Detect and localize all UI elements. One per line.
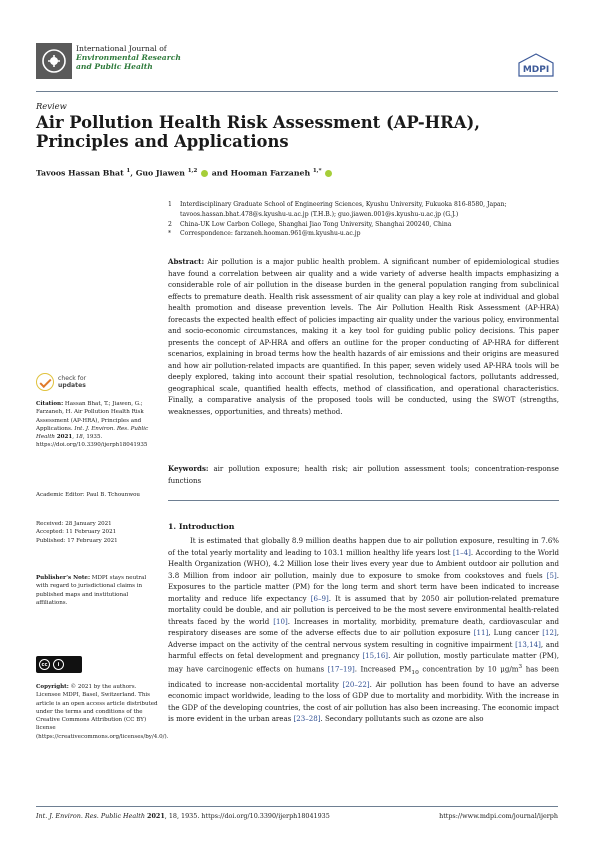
keywords	[168, 463, 559, 486]
publisher-note	[36, 574, 160, 607]
dates-block	[36, 520, 160, 545]
citation-block: Citation: Hassan Bhat, T.; Jiawen, G.; Farzaneh, H. Air Pollution Health Risk Assessment (AP-HRA), Principles and Applications. Int. J. Environ. Res. Public Health 2021, 18, 1935. https://doi.org/10.3390/ijerph18041935	[36, 401, 149, 449]
author-name[interactable]: Guo Jiawen	[135, 168, 185, 178]
page-footer	[36, 812, 558, 820]
journal-name-line3: and Public Health	[76, 61, 153, 71]
copyright-block	[36, 683, 169, 741]
date-published: Published: 17 February 2021	[36, 537, 118, 544]
mdpi-logo-text: MDPI	[522, 65, 550, 75]
citation-doi[interactable]: , 1935. https://doi.org/10.3390/ijerph18041935	[36, 434, 148, 449]
author-affil-mark: 1,2	[187, 168, 198, 174]
citation-link[interactable]: [6–9]	[310, 593, 329, 603]
mdpi-logo	[516, 52, 556, 78]
keywords-label: Keywords:	[168, 464, 209, 473]
check-updates-icon	[36, 373, 54, 391]
copyright-label: Copyright:	[36, 684, 69, 690]
citation-link[interactable]: [10]	[273, 616, 288, 626]
citation-year: 2021	[56, 434, 73, 441]
citation-link[interactable]: [1–4]	[452, 547, 471, 557]
abstract-text: Air pollution is a major public health problem. A significant number of epidemiological studies have found a correlation between air quality and a wide variety of adverse health impacts emphasizing a considerable role of air pollution in the disease burden in the general population ranging from subclinical effects to premature death. Health risk assessment of air quality can play a key role at individual and global health promotion and disease prevention levels. The Air Pollution Health Risk Assessment (AP-HRA) forecasts the expected health effect of policies impacting air quality under the various policy, environmental and socio-economic circumstances, making it a key tool for guiding public policy decisions. This paper presents the concept of AP-HRA and offers an outline for the proper conducting of AP-HRA for different scenarios, explaining in broad terms how the health hazards of air emissions and their origins are measured and how air pollution-related impacts are quantified. In this paper, seven widely used AP-HRA tools will be deeply explored, taking into account their spatial resolution, technological factors, pollutants addressed, geographical scale, quantified health effects, method of classification, and operational characteristics. Finally, a comparative analysis of the proposed tools will be conducted, using the SWOT (strengths, weaknesses, opportunities, and threats) method.	[168, 257, 559, 416]
cc-circle-icon: cc	[39, 659, 50, 670]
citation-link[interactable]: [12]	[542, 628, 557, 637]
citation-link[interactable]: [15,16]	[362, 651, 389, 660]
footer-journal-url[interactable]: https://www.mdpi.com/journal/ijerph	[439, 812, 558, 820]
citation-text: Hassan Bhat, T.; Jiawen, G.; Farzaneh, H. Air Pollution Health Risk Assessment (AP-HRA), Principles and Applications.	[36, 401, 144, 432]
author-name[interactable]: Hooman Farzaneh	[230, 168, 311, 178]
cc-by-icon[interactable]	[36, 656, 82, 673]
author-affil-mark: 1,*	[312, 168, 322, 174]
citation-label: Citation:	[36, 401, 64, 407]
publisher-note-text: MDPI stays neutral with regard to jurisdictional claims in published maps and institutional affiliations.	[36, 575, 147, 606]
date-received: Received: 28 January 2021	[36, 521, 112, 527]
citation-link[interactable]: [17–19]	[327, 663, 355, 673]
correspondence: * Correspondence: farzaneh.hooman.961@m.kyushu-u.ac.jp	[168, 230, 361, 238]
affiliation-item: 2 China-UK Low Carbon College, Shanghai Jiao Tong University, Shanghai 200240, China	[168, 220, 452, 228]
footer-divider	[36, 806, 558, 807]
citation-journal: Int. J. Environ. Res. Public Health	[36, 425, 149, 441]
ijerph-logo-icon	[39, 46, 69, 76]
check-for-updates-button[interactable]: check for updates	[36, 372, 106, 392]
citation-link[interactable]: [23–28]	[293, 714, 321, 724]
footer-citation: Int. J. Environ. Res. Public Health 2021, 18, 1935. https://doi.org/10.3390/ijerph18041935	[36, 812, 330, 820]
keywords-text: air pollution exposure; health risk; air pollution assessment tools; concentration-response functions	[168, 464, 559, 485]
introduction-text: It is estimated that globally 8.9 million deaths happen due to air pollution exposure, resulting in 7.6% of the total yearly mortality and leading to 103.1 million healthy life years lost [1–4]. According to the World Health Organization (WHO), 4.2 Million lose their lives every year due to Ambient outdoor air pollution and 3.8 Million from indoor air pollution, mainly due to exposure to smoke from cookstoves and fuels [5]. Exposures to the particle matter (PM) for the long term and short term have been indicated to increase mortality and reduce life expectancy [6–9]. It is assumed that by 2050 air pollution-related premature mortality could be double, and air pollution is perceived to be the most severe environmental health-related threats faced by the world [10]. Increases in mortality, morbidity, premature death, cardiovascular and respiratory diseases are some of the adverse effects due to air pollution exposure [11], Lung cancer [12], Adverse impact on the activity of the central nervous system resulting in cognitive impairment [13,14], and harmful effects on fetal development and pregnancy [15,16]. Air pollution, mostly particulate matter (PM), may have carcinogenic effects on humans [17–19]. Increased $PM_{10}$ concentration by 10 $\mu g/m^3$ has been indicated to increase non-accidental mortality [20–22]. Air pollution has been found to have an adverse economic impact worldwide, leading to the loss of GDP due to mortality and morbidity. With the increase in the GDP of the developing countries, the cost of air pollution has also been increasing. The economic impact is more evident in the urban areas [23–28]. Secondary pollutants such as ozone are also	[168, 536, 560, 724]
header-divider	[36, 91, 558, 92]
attribution-person-icon: i	[53, 659, 64, 670]
journal-name	[76, 45, 181, 71]
section-heading: 1. Introduction	[168, 522, 235, 531]
citation-link[interactable]: [11]	[473, 628, 489, 637]
article-type: Review	[36, 101, 67, 111]
citation-link[interactable]: [13,14]	[515, 639, 541, 649]
orcid-icon[interactable]	[325, 170, 332, 177]
journal-name-line1: International Journal of	[76, 44, 167, 53]
date-accepted: Accepted: 11 February 2021	[36, 529, 117, 536]
citation-link[interactable]: [5]	[546, 570, 557, 580]
copyright-text: © 2021 by the authors. Licensee MDPI, Basel, Switzerland. This article is an open access article distributed under the terms and conditions of the Creative Commons Attribution (CC BY) license (https://creativecommons.org/licenses/by/4.0/).	[36, 684, 169, 740]
article-title: Air Pollution Health Risk Assessment (AP-HRA), Principles and Applications	[36, 113, 480, 151]
author-name[interactable]: Tavoos Hassan Bhat	[36, 168, 124, 178]
orcid-icon[interactable]	[201, 170, 208, 177]
journal-name-line2: Environmental Research	[76, 52, 181, 62]
citation-volume: 18	[75, 434, 83, 441]
academic-editor: Academic Editor: Paul B. Tchounwou	[36, 492, 140, 498]
author-connector: and	[211, 168, 228, 178]
abstract	[168, 256, 559, 417]
author-affil-mark: 1	[126, 168, 131, 174]
affiliation-item: 1 Interdisciplinary Graduate School of Engineering Sciences, Kyushu University, Fukuoka 816-8580, Japan; tavoos.hassan.bhat.478@s.kyushu-u.ac.jp (T.H.B.); guo.jiawen.001@s.kyushu-u.ac.jp (G.J.)	[168, 201, 507, 218]
publisher-note-label: Publisher’s Note:	[36, 575, 91, 581]
affiliations	[168, 200, 560, 239]
citation-link[interactable]: [20–22]	[342, 679, 370, 689]
journal-logo	[36, 43, 72, 79]
author-list: Tavoos Hassan Bhat $^1$, Guo Jiawen $^{1,2}$ and Hooman Farzaneh $^{1,*}$	[36, 168, 333, 178]
keywords-divider	[168, 500, 559, 501]
abstract-label: Abstract:	[168, 257, 205, 266]
